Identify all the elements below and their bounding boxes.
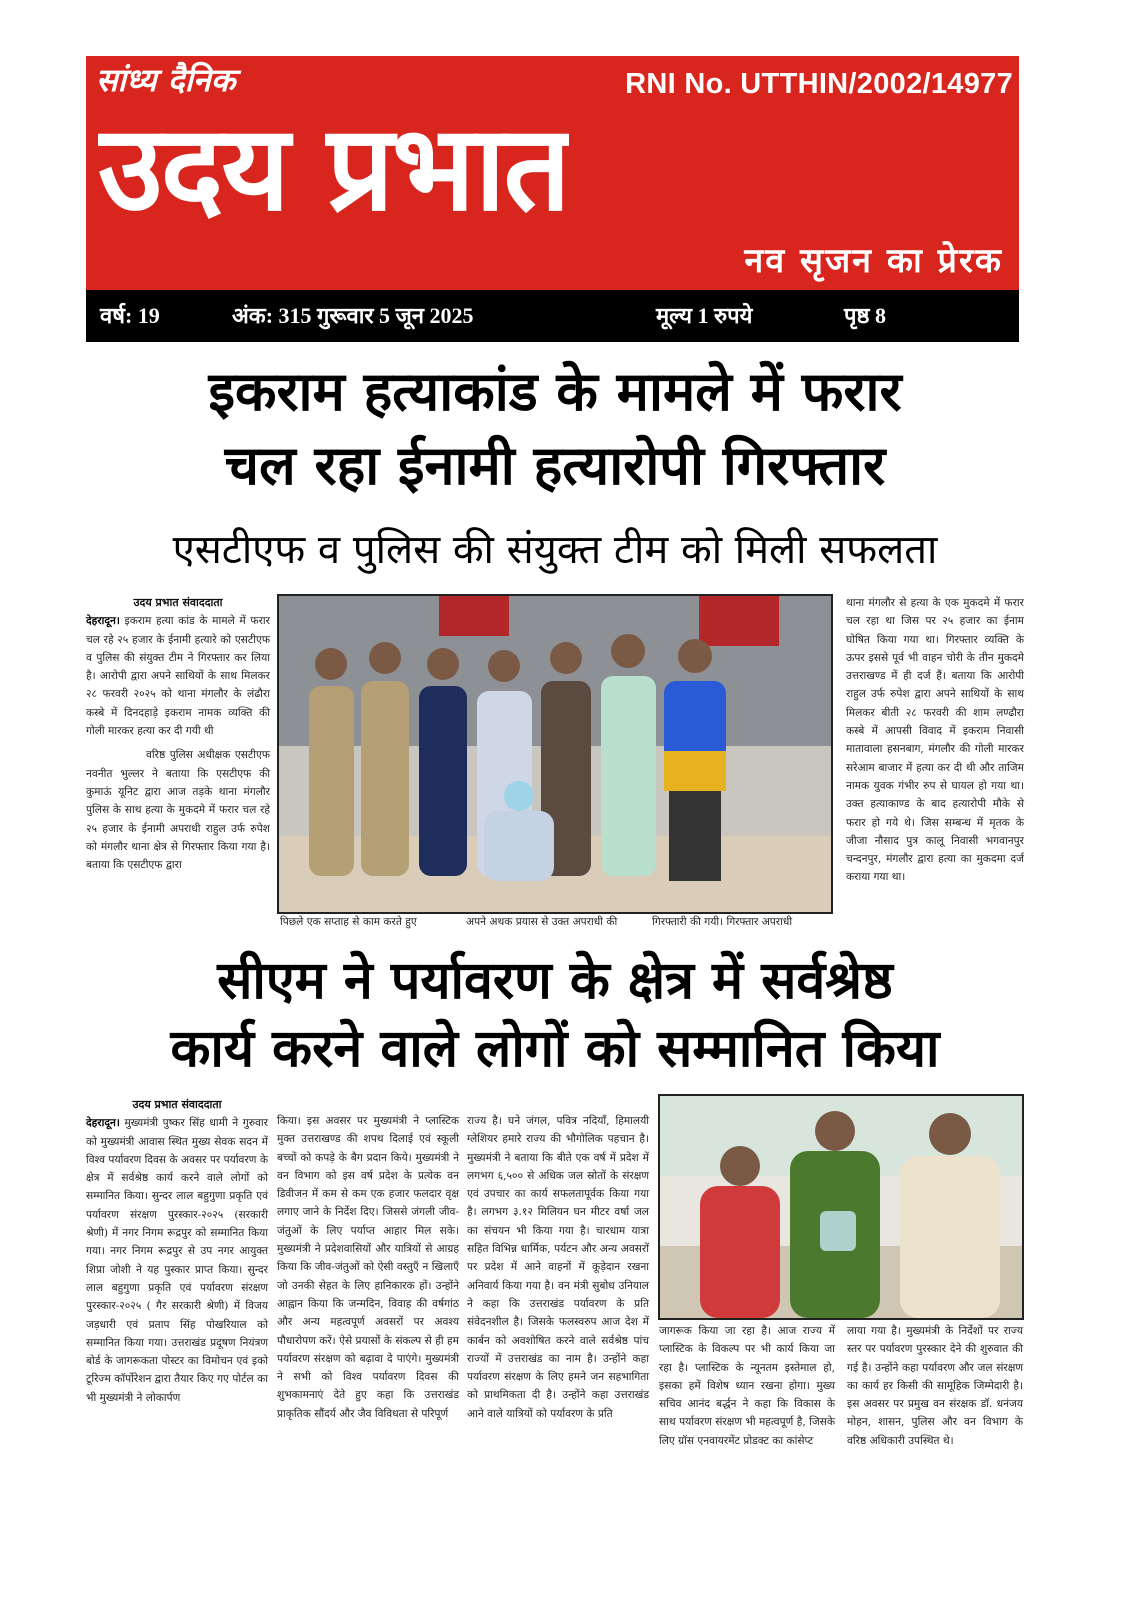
article1-photo-caption-2: अपने अथक प्रयास से उक्त अपराधी की [466, 916, 618, 928]
article2-headline-line2: कार्य करने वाले लोगों को सम्मानित किया [170, 1019, 940, 1079]
article2-byline: उदय प्रभात संवाददाता [132, 1098, 222, 1111]
article1-headline-line2: चल रहा ईनामी हत्यारोपी गिरफ्तार [224, 434, 886, 497]
article1-photo-caption-3: गिरफ्तारी की गयी। गिरफ्तार अपराधी [652, 916, 793, 928]
article1-headline-line1: इकराम हत्याकांड के मामले में फरार [208, 360, 902, 423]
issue-date: अंक: 315 गुरूवार 5 जून 2025 [232, 303, 474, 328]
masthead-slogan: नव सृजन का प्रेरक [744, 241, 1003, 281]
rni-number: RNI No. UTTHIN/2002/14977 [625, 68, 1013, 100]
article2-column-2 [277, 1112, 459, 1423]
masthead-tagline: सांध्य दैनिक [96, 61, 236, 99]
article2-photo-cm-award [658, 1094, 1024, 1320]
article2-body-col5: लाया गया है। मुख्यमंत्री के निर्देशों पर राज्य स्तर पर पर्यावरण पुरस्कार देने की शुरुवात की गई है। उन्होंने कहा पर्यावरण और जल संरक्षण का कार्य हर किसी की सामूहिक जिम्मेदारी है। इस अवसर पर प्रमुख वन संरक्षक डॉ. धनंजय मोहन, शासन, पुलिस और वन विभाग के वरिष्ठ अधिकारी उपस्थित थे। [847, 1325, 1023, 1447]
article2-body-col3: राज्य है। घने जंगल, पवित्र नदियाँ, हिमालयी ग्लेशियर हमारे राज्य की भौगोलिक पहचान है। मुख्यमंत्री ने बताया कि बीते एक वर्ष में प्रदेश में लगभग ६,५०० से अधिक जल स्रोतों के संरक्षण एवं उपचार का कार्य सफलतापूर्वक किया गया है। लगभग ३.१२ मिलियन घन मीटर वर्षा जल का संचयन भी किया गया है। चारधाम यात्रा सहित विभिन्न धार्मिक, पर्यटन और अन्य अवसरों पर प्रदेश में आने वाहनों में कूड़ेदान रखना अनिवार्य किया गया है। वन मंत्री सुबोध उनियाल ने कहा कि उत्तराखंड पर्यावरण के प्रति संवेदनशील है। जिसके फलस्वरुप आज देश में कार्बन को अवशोषित करने वाले सर्वश्रेष्ठ पांच राज्यों में उत्तराखंड का नाम है। उन्होंने कहा पर्यावरण संरक्षण के लिए हमने जन सहभागिता को प्राथमिकता दी है। उन्होंने कहा उत्तराखंड आने वाले यात्रियों को पर्यावरण के प्रति [467, 1115, 649, 1420]
article2-column-4 [659, 1322, 835, 1450]
article1-photo-police-team [277, 594, 833, 914]
price: मूल्य 1 रुपये [656, 303, 753, 328]
article2-body-col1: मुख्यमंत्री पुष्कर सिंह धामी ने गुरुवार को मुख्यमंत्री आवास स्थित मुख्य सेवक सदन में विश्व पर्यावरण दिवस के अवसर पर पर्यावरण के क्षेत्र में सर्वश्रेष्ठ कार्य करने वाले लोगों को सम्मानित किया। सुन्दर लाल बहुगुणा प्रकृति एवं पर्यावरण संरक्षण पुरस्कार-२०२५ (सरकारी श्रेणी) में नगर निगम रूद्रपुर को सम्मानित किया गया। नगर निगम रूद्रपुर से उप नगर आयुक्त शिप्रा जोशी ने यह पुस्कार प्राप्त किया। सुन्दर लाल बहुगुणा प्रकृति एवं पर्यावरण संरक्षण पुरस्कार-२०२५ ( गैर सरकारी श्रेणी) में विजय जड़धारी एवं प्रताप सिंह पोखरियाल को सम्मानित किया गया। उत्तराखंड प्रदूषण नियंत्रण बोर्ड के जागरूकता पोस्टर का विमोचन एवं इको टूरिज्म कॉर्पोरेशन द्वारा तैयार किए गए पोर्टल का भी मुख्यमंत्री ने लोकार्पण [86, 1117, 269, 1404]
issue-info-bar [86, 290, 1019, 342]
volume-year: वर्ष: 19 [100, 303, 160, 328]
article1-byline: उदय प्रभात संवाददाता [133, 596, 223, 609]
article1-subheadline: एसटीएफ व पुलिस की संयुक्त टीम को मिली सफलता [172, 527, 938, 573]
article2-body-col2: किया। इस अवसर पर मुख्यमंत्री ने प्लास्टिक मुक्त उत्तराखण्ड की शपथ दिलाई एवं स्कूली बच्चों को कपड़े के बैग प्रदान किये। मुख्यमंत्री ने वन विभाग को इस वर्ष प्रदेश के प्रत्येक वन डिवीजन में कम से कम एक हजार फलदार वृक्ष लगाए जाने के निर्देश दिए। जिससे जंगली जीव-जंतुओं के लिए पर्याप्त आहार मिल सके। मुख्यमंत्री ने प्रदेशवासियों और यात्रियों से आग्रह किया कि जीव-जंतुओं को ऐसी वस्तुएँ न खिलाएँ जो उनकी सेहत के लिए हानिकारक हों। उन्होंने आह्वान किया कि जन्मदिन, विवाह की वर्षगांठ और अन्य महत्वपूर्ण अवसरों पर अवश्य पौधारोपण करें। ऐसे प्रयासों के संकल्प से ही हम पर्यावरण संरक्षण को बढ़ावा दे पाएंगे। मुख्यमंत्री ने सभी को विश्व पर्यावरण दिवस की शुभकामनाएं देते हुए कहा कि उत्तराखंड प्राकृतिक सौंदर्य और जैव विविधता से परिपूर्ण [277, 1115, 459, 1420]
article1-column-3 [846, 594, 1024, 887]
article1-body-para1: इकराम हत्या कांड के मामले में फरार चल रहे २५ हजार के ईनामी हत्यारे को एसटीएफ व पुलिस की संयुक्त टीम ने गिरफ्तार कर लिया है। आरोपी द्वारा अपने साथियों के साथ मिलकर २८ फरवरी २०२५ को थाना मंगलौर के लंढौरा कस्बे में दिनदहाड़े इकराम नामक व्यक्ति की गोली मारकर हत्या कर दी गयी थी [86, 615, 271, 738]
article2-headline-line1: सीएम ने पर्यावरण के क्षेत्र में सर्वश्रेष्ठ [217, 951, 893, 1011]
article2-column-3 [467, 1112, 649, 1423]
page-count: पृष्ठ 8 [844, 303, 886, 328]
article1-photo-caption-1: पिछले एक सप्ताह से काम करते हुए [280, 916, 417, 928]
newspaper-title-logo: उदय प्रभात [98, 104, 569, 232]
article1-dateline: देहरादून। [86, 615, 120, 628]
article2-body-col4: जागरूक किया जा रहा है। आज राज्य में प्लास्टिक के विकल्प पर भी कार्य किया जा रहा है। प्लास्टिक के न्यूनतम इस्तेमाल हो, इसका हमें विशेष ध्यान रखना होगा। मुख्य सचिव आनंद बर्द्धन ने कहा कि विकास के साथ पर्यावरण संरक्षण भी महत्वपूर्ण है, जिसके लिए ग्रॉस एनवायरमेंट प्रोडक्ट का कांसेप्ट [659, 1325, 835, 1447]
article2-column-1 [86, 1096, 268, 1407]
article1-body-col3: थाना मंगलौर से हत्या के एक मुकदमे में फरार चल रहा था जिस पर २५ हजार का ईनाम घोषित किया गया था। गिरफ्तार व्यक्ति के ऊपर इससे पूर्व भी वाहन चोरी के तीन मुकदमे उत्तराखण्ड में ही दर्ज हैं। बताया कि आरोपी राहुल उर्फ रुपेश द्वारा अपने साथियों के साथ मिलकर बीती २८ फरवरी की शाम लण्ढौरा कस्बे में आपसी विवाद में इकराम निवासी मातावाला हसनबाग, मंगलौर की गोली मारकर सरेआम बाजार में हत्या कर दी थी और ताजिम नामक युवक गंभीर रुप से घायल हो गया था। उक्त हत्याकाण्ड के बाद हत्यारोपी मौके से फरार हो गये थे। जिस सम्बन्ध में मृतक के जीजा नौसाद पुत्र कालू निवासी भगवानपुर चन्दनपुर, मंगलौर द्वारा हत्या का मुकदमा दर्ज कराया गया था। [846, 597, 1024, 884]
article2-column-5 [847, 1322, 1023, 1450]
masthead [86, 56, 1019, 290]
award-ceremony-illustration [660, 1096, 1022, 1318]
article1-body-para2: वरिष्ठ पुलिस अधीक्षक एसटीएफ नवनीत भुल्लर ने बताया कि एसटीएफ की कुमाऊं यूनिट द्वारा आज तड़के थाना मंगलौर पुलिस के साथ हत्या के मुकदमे में फरार चल रहे २५ हजार के ईनामी अपराधी राहुल उर्फ रुपेश को मंगलौर थाना क्षेत्र से गिरफ्तार किया गया है। बताया कि एसटीएफ द्वारा [86, 749, 270, 872]
article1-column-1 [86, 594, 270, 874]
arrest-photo-illustration [279, 596, 831, 912]
article2-dateline: देहरादून। [86, 1117, 120, 1130]
